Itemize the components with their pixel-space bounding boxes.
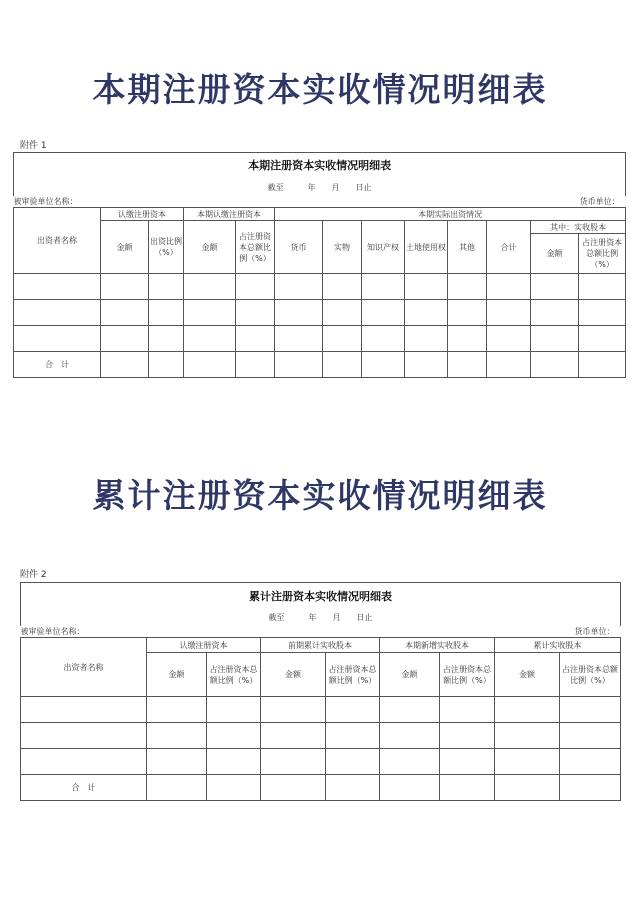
col-goods: 实物 xyxy=(323,221,362,274)
header-investor: 出资者名称 xyxy=(21,638,147,697)
header-investor: 出资者名称 xyxy=(14,208,101,274)
audited-unit-label: 被审验单位名称： xyxy=(20,626,85,636)
col-share-ratio: 占注册资本总额比例（%） xyxy=(440,653,495,697)
banner-title-2: 累计注册资本实收情况明细表 xyxy=(92,476,548,515)
header-cumulative-paid-in: 累计实收股本 xyxy=(495,638,621,653)
total-row xyxy=(14,352,626,378)
col-other: 其他 xyxy=(448,221,487,274)
current-period-table xyxy=(13,152,626,378)
col-total: 合计 xyxy=(487,221,531,274)
col-land: 土地使用权 xyxy=(405,221,448,274)
table-row xyxy=(21,697,621,723)
table-row xyxy=(21,749,621,775)
header-subscribed: 认缴注册资本 xyxy=(101,208,184,221)
col-contribution-ratio: 出资比例（%） xyxy=(149,221,184,274)
col-amount: 金额 xyxy=(380,653,440,697)
col-currency: 货币 xyxy=(275,221,323,274)
currency-unit-label: 货币单位： xyxy=(579,196,620,206)
col-ip: 知识产权 xyxy=(362,221,405,274)
table-row xyxy=(21,723,621,749)
date-line: 截至 年 月 日止 xyxy=(14,179,626,196)
table-title: 本期注册资本实收情况明细表 xyxy=(14,153,626,179)
date-line: 截至 年 月 日止 xyxy=(21,610,621,626)
col-share-ratio: 占注册资本总额比例（%） xyxy=(236,221,275,274)
col-amount: 金额 xyxy=(531,234,579,274)
header-prior-paid-in: 前期累计实收股本 xyxy=(261,638,380,653)
col-amount: 金额 xyxy=(184,221,236,274)
table-title: 累计注册资本实收情况明细表 xyxy=(21,583,621,610)
attachment-label-1: 附件 1 xyxy=(20,141,47,151)
col-amount: 金额 xyxy=(101,221,149,274)
table-row xyxy=(14,300,626,326)
col-amount: 金额 xyxy=(147,653,207,697)
header-paid-in: 其中：实收股本 xyxy=(531,221,626,234)
col-share-ratio: 占注册资本总额比例（%） xyxy=(326,653,380,697)
total-row xyxy=(21,775,621,801)
currency-unit-label: 货币单位： xyxy=(574,626,615,636)
table-row xyxy=(14,274,626,300)
total-label: 合 计 xyxy=(21,775,147,801)
audited-unit-label: 被审验单位名称： xyxy=(13,196,78,206)
banner-title-1: 本期注册资本实收情况明细表 xyxy=(92,70,548,109)
header-new-paid-in: 本期新增实收股本 xyxy=(380,638,495,653)
attachment-label-2: 附件 2 xyxy=(20,570,47,580)
col-amount: 金额 xyxy=(261,653,326,697)
cumulative-table xyxy=(20,582,621,801)
header-subscribed-current: 本期认缴注册资本 xyxy=(184,208,275,221)
table-row xyxy=(14,326,626,352)
col-share-ratio: 占注册资本总额比例（%） xyxy=(579,234,626,274)
col-share-ratio: 占注册资本总额比例（%） xyxy=(560,653,621,697)
col-amount: 金额 xyxy=(495,653,560,697)
total-label: 合 计 xyxy=(14,352,101,378)
header-actual-contribution: 本期实际出资情况 xyxy=(275,208,626,221)
col-share-ratio: 占注册资本总额比例（%） xyxy=(207,653,261,697)
header-subscribed: 认缴注册资本 xyxy=(147,638,261,653)
